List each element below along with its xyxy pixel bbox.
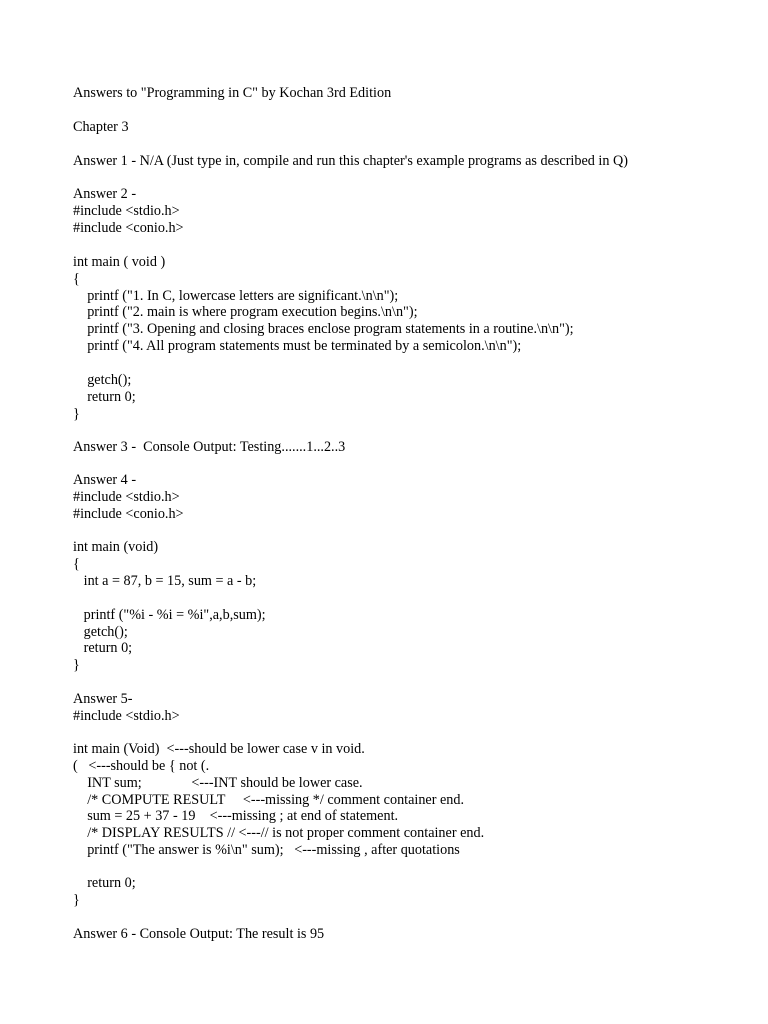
answer-6-text: Answer 6 - Console Output: The result is 95 [73, 926, 325, 942]
code-line: return 0; [73, 389, 136, 405]
code-line: getch(); [73, 624, 128, 640]
code-line: return 0; [73, 875, 136, 891]
code-line: return 0; [73, 640, 133, 656]
code-line: int main (void) [73, 539, 159, 555]
code-line: printf ("3. Opening and closing braces enclose program statements in a routine.\n\n"); [73, 321, 574, 337]
code-line: getch(); [73, 372, 132, 388]
answer-1-text: Answer 1 - N/A (Just type in, compile and run this chapter's example programs as described in Q) [73, 153, 628, 169]
answer-3-text: Answer 3 - Console Output: Testing.......1...2..3 [73, 439, 346, 455]
code-line: INT sum; <---INT should be lower case. [73, 775, 363, 791]
code-line: #include <conio.h> [73, 220, 184, 236]
answer-4-heading: Answer 4 - [73, 472, 137, 488]
code-line: printf ("4. All program statements must be terminated by a semicolon.\n\n"); [73, 338, 522, 354]
code-line: #include <stdio.h> [73, 489, 180, 505]
code-line: printf ("The answer is %i\n" sum); <---missing , after quotations [73, 842, 460, 858]
code-line: /* COMPUTE RESULT <---missing */ comment container end. [73, 792, 465, 808]
code-line: int a = 87, b = 15, sum = a - b; [73, 573, 257, 589]
code-line: sum = 25 + 37 - 19 <---missing ; at end of statement. [73, 808, 399, 824]
code-line: { [73, 271, 80, 287]
code-line: printf ("1. In C, lowercase letters are significant.\n\n"); [73, 288, 399, 304]
code-line: int main (Void) <---should be lower case v in void. [73, 741, 365, 757]
code-line: int main ( void ) [73, 254, 166, 270]
code-line: { [73, 556, 80, 572]
code-line: ( <---should be { not (. [73, 758, 210, 774]
code-line: #include <conio.h> [73, 506, 184, 522]
answer-5-heading: Answer 5- [73, 691, 133, 707]
code-line: } [73, 892, 80, 908]
answer-2-heading: Answer 2 - [73, 186, 137, 202]
code-line: } [73, 657, 80, 673]
code-line: #include <stdio.h> [73, 708, 180, 724]
chapter-heading: Chapter 3 [73, 119, 129, 135]
code-line: } [73, 406, 80, 422]
document-title: Answers to "Programming in C" by Kochan 3rd Edition [73, 85, 392, 101]
code-line: printf ("2. main is where program execution begins.\n\n"); [73, 304, 418, 320]
code-line: /* DISPLAY RESULTS // <---// is not proper comment container end. [73, 825, 485, 841]
code-line: printf ("%i - %i = %i",a,b,sum); [73, 607, 266, 623]
code-line: #include <stdio.h> [73, 203, 180, 219]
